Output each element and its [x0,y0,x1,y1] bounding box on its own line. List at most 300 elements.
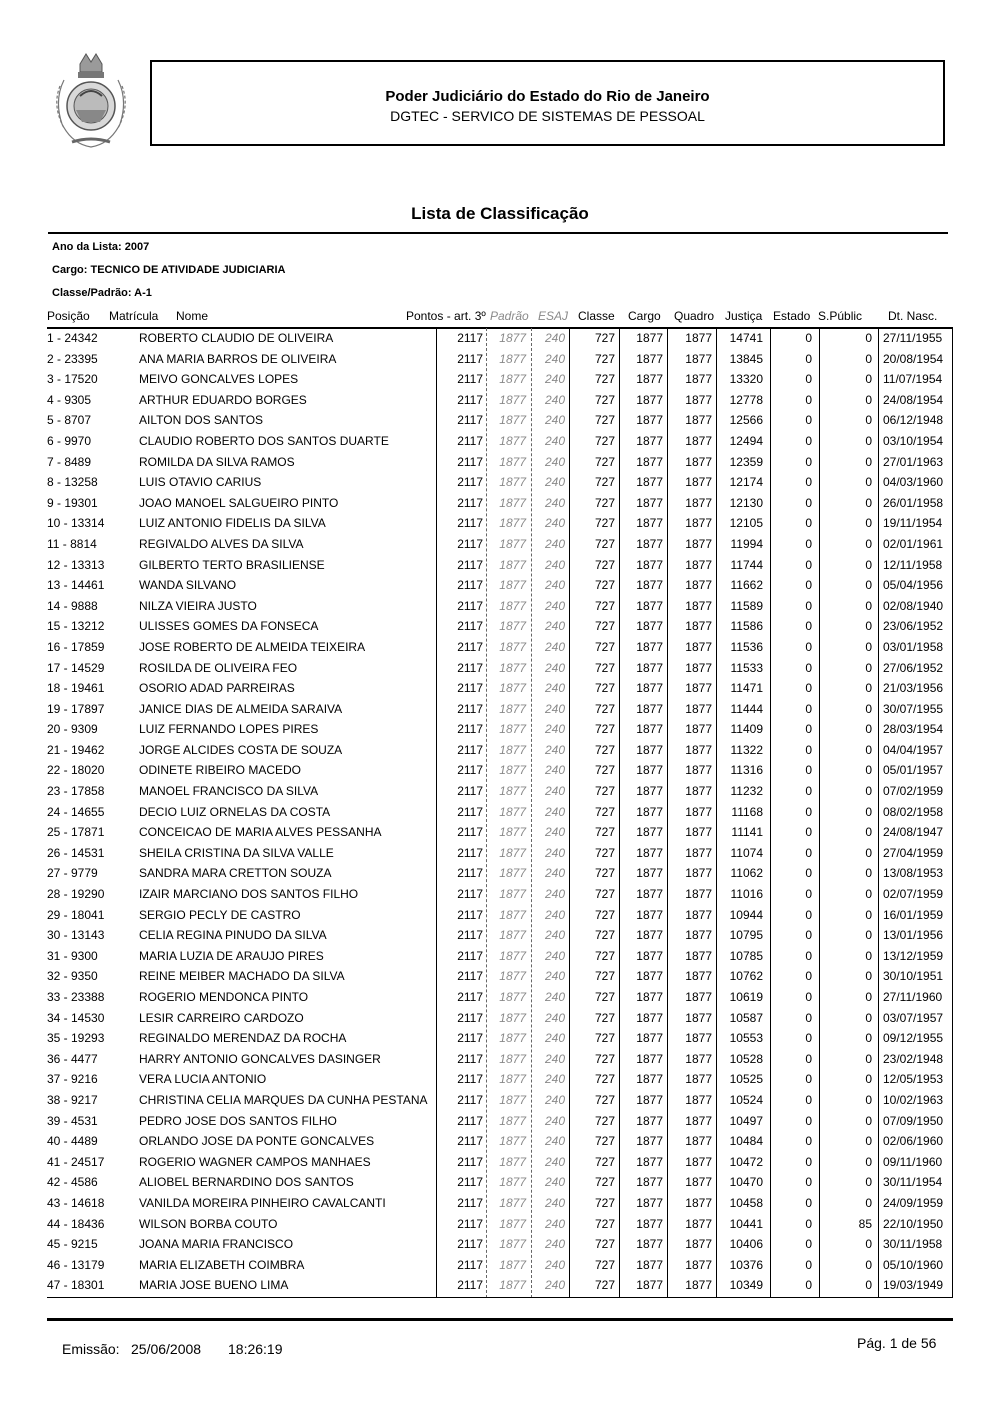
table-row [0,410,1000,431]
cell-dtnasc: 12/05/1953 [883,1072,944,1087]
cell-classe: 727 [594,639,615,654]
cell-classe: 727 [594,948,615,963]
cell-quadro: 1877 [685,784,712,799]
cell-posicao: 31 - 9300 [47,948,98,963]
cell-quadro: 1877 [685,392,712,407]
cell-nome: REINE MEIBER MACHADO DA SILVA [139,969,345,984]
cell-esaj: 240 [544,722,565,737]
cell-posicao: 30 - 13143 [47,928,105,943]
cell-dtnasc: 07/09/1950 [883,1113,944,1128]
cell-nome: REGIVALDO ALVES DA SILVA [139,536,304,551]
institution-title: Poder Judiciário do Estado do Rio de Janeiro [385,88,710,105]
cell-posicao: 12 - 13313 [47,557,105,572]
cell-spublic: 0 [865,578,872,593]
cell-nome: NILZA VIEIRA JUSTO [139,598,257,613]
table-row [0,966,1000,987]
cell-cargo: 1877 [636,1237,663,1252]
cell-dtnasc: 05/10/1960 [883,1257,944,1272]
cell-posicao: 38 - 9217 [47,1092,98,1107]
cell-posicao: 44 - 18436 [47,1216,105,1231]
cell-posicao: 4 - 9305 [47,392,92,407]
cell-classe: 727 [594,1051,615,1066]
cell-nome: LESIR CARREIRO CARDOZO [139,1010,304,1025]
cell-esaj: 240 [544,619,565,634]
footer-time: 18:26:19 [228,1341,283,1357]
cell-nome: OSORIO ADAD PARREIRAS [139,681,295,696]
cell-padrao: 1877 [499,598,526,613]
cell-dtnasc: 23/06/1952 [883,619,944,634]
cell-quadro: 1877 [685,1216,712,1231]
cell-nome: SANDRA MARA CRETTON SOUZA [139,866,332,881]
cell-posicao: 34 - 14530 [47,1010,105,1025]
cell-esaj: 240 [544,1175,565,1190]
cell-padrao: 1877 [499,845,526,860]
cell-padrao: 1877 [499,1195,526,1210]
cell-esaj: 240 [544,845,565,860]
cell-posicao: 2 - 23395 [47,351,98,366]
cell-dtnasc: 02/06/1960 [883,1134,944,1149]
cell-quadro: 1877 [685,619,712,634]
cell-classe: 727 [594,1072,615,1087]
cell-pontos: 2117 [457,1051,483,1066]
cell-posicao: 37 - 9216 [47,1072,98,1087]
cell-justica: 11232 [730,784,763,799]
cell-quadro: 1877 [685,1051,712,1066]
cell-spublic: 0 [865,660,872,675]
cell-padrao: 1877 [499,1216,526,1231]
cell-dtnasc: 21/03/1956 [883,681,944,696]
cell-cargo: 1877 [636,1010,663,1025]
cell-dtnasc: 13/12/1959 [883,948,944,963]
cell-dtnasc: 27/01/1963 [883,454,944,469]
cell-padrao: 1877 [499,763,526,778]
header-box [150,60,945,146]
cell-nome: GILBERTO TERTO BRASILIENSE [139,557,325,572]
cell-cargo: 1877 [636,1175,663,1190]
cell-quadro: 1877 [685,742,712,757]
cell-padrao: 1877 [499,557,526,572]
table-row [0,678,1000,699]
cell-classe: 727 [594,887,615,902]
cell-justica: 10795 [729,928,763,943]
cell-estado: 0 [805,948,812,963]
cell-justica: 11533 [730,660,763,675]
cell-pontos: 2117 [457,536,483,551]
cell-padrao: 1877 [499,784,526,799]
cell-nome: CHRISTINA CELIA MARQUES DA CUNHA PESTANA [139,1092,428,1107]
cell-cargo: 1877 [636,454,663,469]
cell-justica: 12494 [729,433,763,448]
cell-classe: 727 [594,433,615,448]
cell-posicao: 23 - 17858 [47,784,105,799]
cell-pontos: 2117 [457,722,483,737]
cell-posicao: 13 - 14461 [47,578,105,593]
cell-pontos: 2117 [457,1072,483,1087]
cell-classe: 727 [594,557,615,572]
cell-quadro: 1877 [685,1072,712,1087]
cell-spublic: 0 [865,331,872,345]
cell-spublic: 0 [865,948,872,963]
cell-esaj: 240 [544,639,565,654]
cell-esaj: 240 [544,1010,565,1025]
cell-classe: 727 [594,372,615,387]
cell-padrao: 1877 [499,1010,526,1025]
table-row [0,781,1000,802]
cell-justica: 10944 [729,907,763,922]
cell-justica: 10472 [729,1154,763,1169]
table-row [0,1131,1000,1152]
table-row [0,843,1000,864]
table-row [0,658,1000,679]
cell-spublic: 0 [865,1154,872,1169]
table-bottom-rule [47,1297,953,1298]
cell-padrao: 1877 [499,1051,526,1066]
cell-classe: 727 [594,454,615,469]
table-row [0,555,1000,576]
cell-estado: 0 [805,845,812,860]
cell-spublic: 0 [865,1113,872,1128]
cell-dtnasc: 27/11/1955 [883,331,943,345]
department-subtitle: DGTEC - SERVICO DE SISTEMAS DE PESSOAL [390,108,705,124]
cell-quadro: 1877 [685,578,712,593]
cell-esaj: 240 [544,1072,565,1087]
cell-estado: 0 [805,681,812,696]
cell-dtnasc: 16/01/1959 [883,907,944,922]
cell-dtnasc: 27/04/1959 [883,845,944,860]
cell-padrao: 1877 [499,722,526,737]
cell-pontos: 2117 [457,804,483,819]
cell-classe: 727 [594,701,615,716]
cell-quadro: 1877 [685,1092,712,1107]
cell-dtnasc: 04/04/1957 [883,742,944,757]
cell-spublic: 0 [865,351,872,366]
cell-estado: 0 [805,928,812,943]
cell-esaj: 240 [544,681,565,696]
cell-classe: 727 [594,495,615,510]
cell-justica: 10406 [729,1237,763,1252]
cell-classe: 727 [594,928,615,943]
cell-esaj: 240 [544,887,565,902]
cell-padrao: 1877 [499,907,526,922]
cell-posicao: 1 - 24342 [47,331,98,345]
cell-justica: 10587 [729,1010,763,1025]
cell-classe: 727 [594,475,615,490]
cell-dtnasc: 07/02/1959 [883,784,944,799]
cell-cargo: 1877 [636,413,663,428]
cell-posicao: 17 - 14529 [47,660,105,675]
cell-dtnasc: 24/08/1947 [883,825,944,840]
cell-spublic: 0 [865,763,872,778]
cell-pontos: 2117 [457,1216,483,1231]
cell-nome: SHEILA CRISTINA DA SILVA VALLE [139,845,334,860]
cell-cargo: 1877 [636,351,663,366]
table-row [0,905,1000,926]
cell-pontos: 2117 [457,516,483,531]
cell-esaj: 240 [544,1092,565,1107]
cell-justica: 11062 [730,866,763,881]
cell-cargo: 1877 [636,536,663,551]
cell-pontos: 2117 [457,495,483,510]
cell-esaj: 240 [544,1154,565,1169]
cell-quadro: 1877 [685,722,712,737]
cell-padrao: 1877 [499,639,526,654]
cell-pontos: 2117 [457,1195,483,1210]
cell-classe: 727 [594,1195,615,1210]
cell-pontos: 2117 [457,907,483,922]
table-row [0,452,1000,473]
cell-spublic: 0 [865,784,872,799]
cell-posicao: 19 - 17897 [47,701,105,716]
cell-estado: 0 [805,722,812,737]
cell-dtnasc: 03/07/1957 [883,1010,944,1025]
cell-spublic: 0 [865,1031,872,1046]
table-row [0,493,1000,514]
cell-cargo: 1877 [636,495,663,510]
cell-padrao: 1877 [499,887,526,902]
cell-justica: 12359 [729,454,763,469]
cell-cargo: 1877 [636,1031,663,1046]
cell-esaj: 240 [544,784,565,799]
cell-esaj: 240 [544,495,565,510]
cell-nome: JORGE ALCIDES COSTA DE SOUZA [139,742,343,757]
table-row [0,822,1000,843]
cell-spublic: 0 [865,845,872,860]
cell-padrao: 1877 [499,1113,526,1128]
cell-estado: 0 [805,1113,812,1128]
cell-dtnasc: 03/01/1958 [883,639,944,654]
cell-justica: 12778 [729,392,763,407]
cell-esaj: 240 [544,475,565,490]
cell-esaj: 240 [544,990,565,1004]
cell-posicao: 14 - 9888 [47,598,98,613]
cell-quadro: 1877 [685,866,712,881]
cell-dtnasc: 19/11/1954 [883,516,943,531]
cell-quadro: 1877 [685,1010,712,1025]
cell-posicao: 6 - 9970 [47,433,92,448]
cell-justica: 12174 [729,475,763,490]
cell-padrao: 1877 [499,1072,526,1087]
cell-classe: 727 [594,598,615,613]
cell-justica: 10619 [729,990,763,1004]
cell-padrao: 1877 [499,866,526,881]
cell-quadro: 1877 [685,681,712,696]
cell-nome: LUIZ ANTONIO FIDELIS DA SILVA [139,516,326,531]
cell-pontos: 2117 [457,454,483,469]
cell-posicao: 43 - 14618 [47,1195,105,1210]
cell-esaj: 240 [544,763,565,778]
cell-spublic: 0 [865,619,872,634]
cell-cargo: 1877 [636,825,663,840]
cell-classe: 727 [594,763,615,778]
cell-cargo: 1877 [636,1092,663,1107]
cell-cargo: 1877 [636,660,663,675]
cell-cargo: 1877 [636,619,663,634]
cell-cargo: 1877 [636,1195,663,1210]
cell-justica: 11662 [730,578,763,593]
cell-nome: MANOEL FRANCISCO DA SILVA [139,784,319,799]
cell-padrao: 1877 [499,392,526,407]
cell-nome: LUIZ FERNANDO LOPES PIRES [139,722,319,737]
table-row [0,1090,1000,1111]
cell-posicao: 16 - 17859 [47,639,105,654]
cell-justica: 14741 [729,331,763,345]
cell-estado: 0 [805,1072,812,1087]
cell-pontos: 2117 [457,887,483,902]
cell-quadro: 1877 [685,969,712,984]
table-row [0,1255,1000,1276]
cell-pontos: 2117 [457,1113,483,1128]
table-row [0,616,1000,637]
cell-cargo: 1877 [636,784,663,799]
cell-posicao: 47 - 18301 [47,1278,105,1293]
cell-padrao: 1877 [499,1031,526,1046]
table-row [0,1275,1000,1296]
cell-posicao: 21 - 19462 [47,742,105,757]
cell-estado: 0 [805,907,812,922]
cell-spublic: 0 [865,928,872,943]
cell-dtnasc: 10/02/1963 [883,1092,944,1107]
cell-posicao: 46 - 13179 [47,1257,105,1272]
cell-classe: 727 [594,1154,615,1169]
cell-justica: 11141 [731,825,763,840]
cell-esaj: 240 [544,1216,565,1231]
cell-quadro: 1877 [685,804,712,819]
cell-estado: 0 [805,1216,812,1231]
cell-justica: 10376 [729,1257,763,1272]
cell-classe: 727 [594,1278,615,1293]
cell-classe: 727 [594,825,615,840]
cell-nome: DECIO LUIZ ORNELAS DA COSTA [139,804,331,819]
cell-pontos: 2117 [457,845,483,860]
cell-classe: 727 [594,331,615,345]
table-row [0,1008,1000,1029]
cell-classe: 727 [594,969,615,984]
cell-padrao: 1877 [499,331,526,345]
footer-divider [47,1318,953,1321]
cell-spublic: 0 [865,1237,872,1252]
cell-posicao: 36 - 4477 [47,1051,98,1066]
cell-quadro: 1877 [685,1113,712,1128]
cell-posicao: 33 - 23388 [47,990,105,1004]
cell-quadro: 1877 [685,536,712,551]
cell-spublic: 0 [865,969,872,984]
cell-nome: ODINETE RIBEIRO MACEDO [139,763,302,778]
cell-dtnasc: 02/07/1959 [883,887,944,902]
cell-justica: 13845 [729,351,763,366]
col-header-justica: Justiça [725,309,763,323]
cell-spublic: 0 [865,742,872,757]
cell-esaj: 240 [544,1278,565,1293]
cell-nome: WANDA SILVANO [139,578,237,593]
cell-dtnasc: 24/08/1954 [883,392,944,407]
cell-classe: 727 [594,907,615,922]
cell-estado: 0 [805,331,812,345]
cell-posicao: 10 - 13314 [47,516,105,531]
cell-nome: ARTHUR EDUARDO BORGES [139,392,307,407]
cell-classe: 727 [594,742,615,757]
cell-spublic: 0 [865,887,872,902]
table-row [0,596,1000,617]
cell-posicao: 11 - 8814 [47,536,97,551]
cell-esaj: 240 [544,1031,565,1046]
cell-spublic: 0 [865,413,872,428]
cell-nome: ROSILDA DE OLIVEIRA FEO [139,660,298,675]
cell-posicao: 22 - 18020 [47,763,105,778]
cell-justica: 11409 [730,722,763,737]
cell-posicao: 8 - 13258 [47,475,98,490]
cell-padrao: 1877 [499,536,526,551]
cell-esaj: 240 [544,392,565,407]
cell-dtnasc: 03/10/1954 [883,433,944,448]
cell-pontos: 2117 [457,557,483,572]
cell-estado: 0 [805,1195,812,1210]
cell-pontos: 2117 [457,866,483,881]
cell-esaj: 240 [544,742,565,757]
cell-dtnasc: 13/08/1953 [883,866,944,881]
cell-esaj: 240 [544,454,565,469]
cell-quadro: 1877 [685,990,712,1004]
cell-spublic: 0 [865,1134,872,1149]
cell-padrao: 1877 [499,742,526,757]
cell-esaj: 240 [544,907,565,922]
cell-padrao: 1877 [499,1092,526,1107]
meta-classe: Classe/Padrão: A-1 [52,287,152,299]
table-row [0,1214,1000,1235]
cell-esaj: 240 [544,557,565,572]
cell-padrao: 1877 [499,701,526,716]
cell-justica: 12105 [729,516,763,531]
cell-justica: 11016 [730,887,763,902]
cell-pontos: 2117 [457,763,483,778]
cell-cargo: 1877 [636,887,663,902]
cell-spublic: 0 [865,392,872,407]
cell-quadro: 1877 [685,1031,712,1046]
cell-padrao: 1877 [499,681,526,696]
cell-pontos: 2117 [457,433,483,448]
cell-quadro: 1877 [685,475,712,490]
cell-pontos: 2117 [457,1175,483,1190]
cell-nome: ROGERIO WAGNER CAMPOS MANHAES [139,1154,371,1169]
cell-classe: 727 [594,784,615,799]
cell-quadro: 1877 [685,1257,712,1272]
cell-pontos: 2117 [457,1237,483,1252]
cell-nome: JOSE ROBERTO DE ALMEIDA TEIXEIRA [139,639,366,654]
cell-esaj: 240 [544,825,565,840]
cell-pontos: 2117 [457,619,483,634]
cell-quadro: 1877 [685,598,712,613]
cell-dtnasc: 05/01/1957 [883,763,944,778]
cell-estado: 0 [805,516,812,531]
cell-padrao: 1877 [499,433,526,448]
table-row [0,431,1000,452]
meta-ano: Ano da Lista: 2007 [52,241,150,253]
cell-estado: 0 [805,454,812,469]
cell-nome: REGINALDO MERENDAZ DA ROCHA [139,1031,347,1046]
cell-padrao: 1877 [499,413,526,428]
cell-posicao: 18 - 19461 [47,681,105,696]
cell-spublic: 0 [865,495,872,510]
cell-classe: 727 [594,1113,615,1128]
cell-padrao: 1877 [499,928,526,943]
cell-estado: 0 [805,495,812,510]
cell-nome: ULISSES GOMES DA FONSECA [139,619,319,634]
cell-spublic: 0 [865,454,872,469]
cell-esaj: 240 [544,804,565,819]
footer-emissao-label: Emissão: [62,1341,120,1357]
cell-estado: 0 [805,990,812,1004]
cell-dtnasc: 06/12/1948 [883,413,944,428]
cell-classe: 727 [594,1237,615,1252]
